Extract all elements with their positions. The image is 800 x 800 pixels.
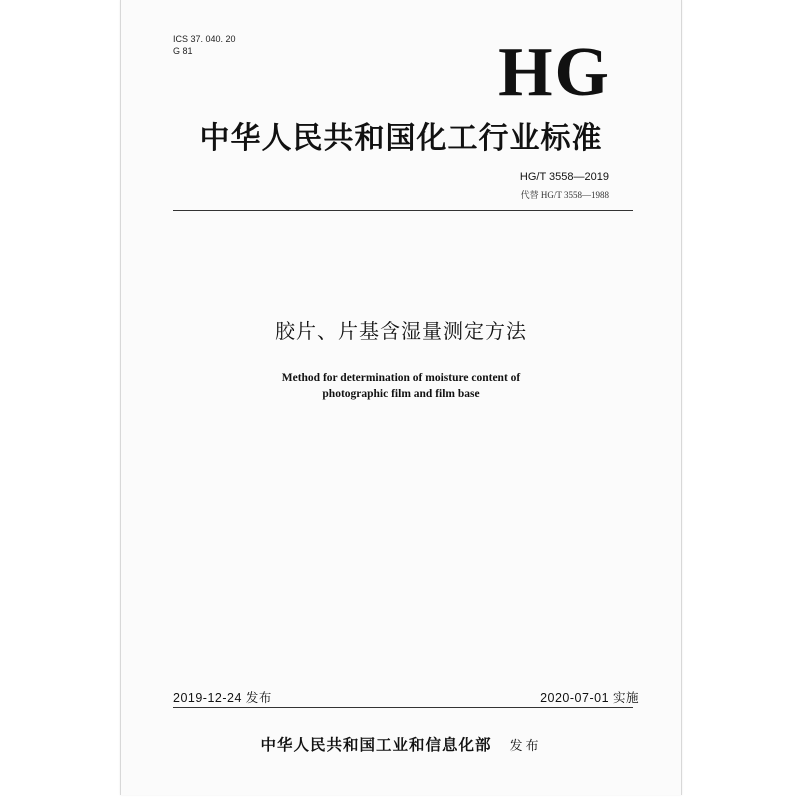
issue-date: 2019-12-24 发布 [173,691,272,705]
document-title-cn: 胶片、片基含湿量测定方法 [275,319,527,343]
title-en-line-1: Method for determination of moisture content of [281,372,521,384]
top-divider [173,210,633,211]
publisher-line [121,733,681,755]
class-code: G 81 [173,46,193,56]
publisher-name: 中华人民共和国工业和信息化部 [260,736,492,754]
replaces-note: 代替 HG/T 3558—1988 [520,190,609,200]
ics-code: ICS 37. 040. 20 [173,34,236,44]
standard-cover [120,0,682,795]
hg-logo: HG [498,34,611,111]
standard-number: HG/T 3558—2019 [519,171,609,183]
classification-codes [173,33,236,57]
document-title-en [121,370,681,402]
title-en-line-2: photographic film and film base [322,388,480,400]
bottom-divider [173,707,633,708]
standard-title: 中华人民共和国化工行业标准 [199,121,603,156]
implement-date: 2020-07-01 实施 [540,691,639,705]
publish-word: 发布 [509,739,542,754]
